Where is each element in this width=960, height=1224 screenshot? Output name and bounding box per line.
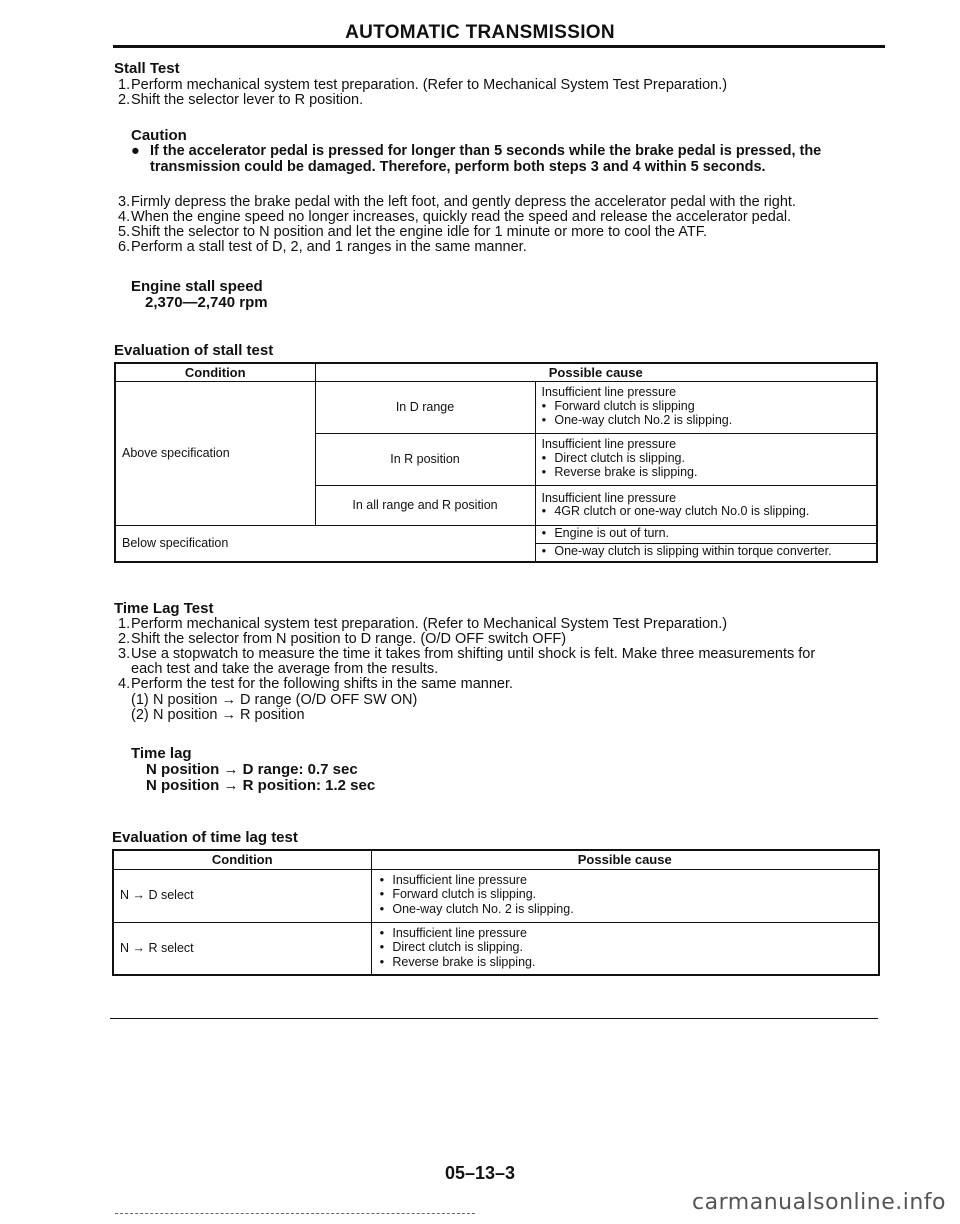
- stall-steps-a: [118, 78, 727, 108]
- lag-substep-1: (1) N position → D range (O/D OFF SW ON): [131, 692, 418, 708]
- lag-substep-2: (2) N position → R position: [131, 707, 305, 723]
- watermark: carmanualsonline.info: [692, 1190, 946, 1215]
- cell-lag-cause-d: ● Insufficient line pressure ● Forward clutch is slipping. ● One-way clutch No. 2 is slipping.: [371, 869, 879, 922]
- caution-line-1: ● If the accelerator pedal is pressed for longer than 5 seconds while the brake pedal is pressed, the: [131, 143, 822, 159]
- lag-step-2: 2. Shift the selector from N position to D range. (O/D OFF switch OFF): [118, 631, 567, 647]
- cell-range-all: In all range and R position: [315, 486, 535, 526]
- stall-step-6: 6. Perform a stall test of D, 2, and 1 ranges in the same manner.: [118, 239, 527, 255]
- caution-label: Caution: [131, 127, 187, 144]
- scan-artifact-line: [115, 1213, 475, 1214]
- table-row: [115, 382, 877, 434]
- time-lag-substeps: [131, 693, 417, 723]
- cell-lag-condition-r: N → R select: [113, 922, 371, 975]
- footer-rule: [110, 1018, 878, 1019]
- stall-col-condition: Condition: [115, 363, 315, 382]
- stall-test-heading: Stall Test: [114, 60, 180, 77]
- table-row: [113, 922, 879, 975]
- stall-eval-table: [114, 362, 878, 563]
- lag-eval-table: [112, 849, 880, 976]
- page-number: 05–13–3: [444, 1163, 516, 1183]
- stall-step-4: 4. When the engine speed no longer increases, quickly read the speed and release the accelerator pedal.: [118, 209, 792, 225]
- lag-step-3-cont: each test and take the average from the results.: [131, 661, 439, 677]
- time-lag-heading: Time Lag Test: [114, 600, 214, 617]
- stall-steps-b: [118, 195, 796, 255]
- caution-line-2: transmission could be damaged. Therefore, perform both steps 3 and 4 within 5 seconds.: [150, 159, 766, 175]
- stall-spec-label: Engine stall speed: [131, 278, 263, 295]
- cell-range-r: In R position: [315, 434, 535, 486]
- header-rule: [113, 45, 885, 48]
- table-row: [113, 869, 879, 922]
- lag-spec-d: N position → D range: 0.7 sec: [146, 761, 358, 778]
- cell-lag-cause-r: ● Insufficient line pressure ● Direct clutch is slipping. ● Reverse brake is slipping.: [371, 922, 879, 975]
- cell-above-spec: Above specification: [115, 382, 315, 526]
- page-header-title: AUTOMATIC TRANSMISSION: [345, 22, 615, 43]
- lag-spec-r: N position → R position: 1.2 sec: [146, 777, 376, 794]
- time-lag-steps: [118, 617, 815, 692]
- cell-cause-r: Insufficient line pressure ● Direct clutch is slipping. ● Reverse brake is slipping.: [535, 434, 877, 486]
- lag-step-4: 4. Perform the test for the following shifts in the same manner.: [118, 676, 514, 692]
- stall-step-2: 2. Shift the selector lever to R position.: [118, 92, 364, 108]
- stall-step-1: 1. Perform mechanical system test preparation. (Refer to Mechanical System Test Preparation.): [118, 77, 728, 93]
- lag-spec-label: Time lag: [131, 745, 192, 762]
- stall-step-3: 3. Firmly depress the brake pedal with the left foot, and gently depress the accelerator pedal with the right.: [118, 194, 796, 210]
- bullet: ●: [131, 143, 140, 159]
- cell-range-d: In D range: [315, 382, 535, 434]
- cell-lag-condition-d: N → D select: [113, 869, 371, 922]
- cell-below-cause-1: ● Engine is out of turn.: [535, 526, 877, 544]
- stall-step-5: 5. Shift the selector to N position and let the engine idle for 1 minute or more to cool the ATF.: [118, 224, 708, 240]
- cell-below-cause-2: ● One-way clutch is slipping within torque converter.: [535, 544, 877, 562]
- cell-cause-all: Insufficient line pressure ● 4GR clutch or one-way clutch No.0 is slipping.: [535, 486, 877, 526]
- cell-below-spec: Below specification: [115, 526, 535, 562]
- lag-step-1: 1. Perform mechanical system test preparation. (Refer to Mechanical System Test Preparation.): [118, 616, 728, 632]
- stall-spec-value: 2,370—2,740 rpm: [145, 294, 268, 311]
- stall-col-cause: Possible cause: [315, 363, 877, 382]
- lag-col-condition: Condition: [113, 850, 371, 869]
- lag-step-3: 3. Use a stopwatch to measure the time it takes from shifting until shock is felt. Make three measurements for: [118, 646, 816, 662]
- stall-eval-heading: Evaluation of stall test: [114, 342, 274, 359]
- cell-cause-d: Insufficient line pressure ● Forward clutch is slipping ● One-way clutch No.2 is slipping.: [535, 382, 877, 434]
- lag-eval-heading: Evaluation of time lag test: [112, 829, 298, 846]
- table-row: [115, 526, 877, 544]
- lag-col-cause: Possible cause: [371, 850, 879, 869]
